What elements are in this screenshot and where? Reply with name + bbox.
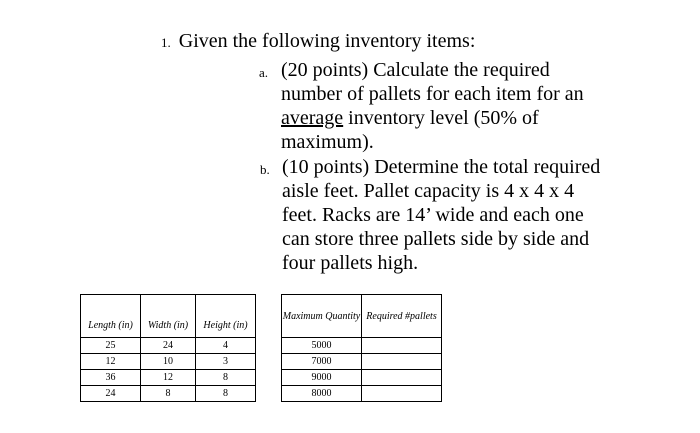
table-header-row: [81, 295, 442, 338]
table-gap: [256, 370, 282, 386]
cell-required-pallets[interactable]: [362, 386, 442, 402]
header-height: Height (in): [196, 295, 256, 338]
part-a-line-4: maximum).: [281, 131, 374, 153]
cell-length: 25: [81, 338, 141, 354]
cell-width: 10: [141, 354, 196, 370]
part-b-line-4: can store three pallets side by side and: [282, 228, 590, 250]
header-width: Width (in): [141, 295, 196, 338]
part-b-line-2: aisle feet. Pallet capacity is 4 x 4 x 4: [282, 180, 575, 202]
part-b-line-1: (10 points) Determine the total required: [282, 156, 601, 178]
cell-width: 24: [141, 338, 196, 354]
cell-width: 12: [141, 370, 196, 386]
part-a-letter: a.: [259, 65, 269, 80]
cell-length: 36: [81, 370, 141, 386]
question-number: 1.: [161, 35, 171, 50]
table-row: [81, 338, 442, 354]
part-b: [260, 155, 642, 275]
cell-max-quantity: 5000: [282, 338, 362, 354]
underlined-word: average: [281, 107, 344, 129]
cell-max-quantity: 9000: [282, 370, 362, 386]
part-a-line-2: number of pallets for each item for an: [281, 83, 584, 105]
table-row: [81, 354, 442, 370]
cell-height: 3: [196, 354, 256, 370]
part-a-line-3-rest: inventory level (50% of: [348, 107, 539, 129]
cell-height: 8: [196, 386, 256, 402]
cell-height: 4: [196, 338, 256, 354]
table-gap: [256, 354, 282, 370]
part-a-line-1: (20 points) Calculate the required: [281, 59, 550, 81]
table-gap: [256, 338, 282, 354]
part-b-letter: b.: [260, 162, 270, 177]
question-title: [161, 30, 475, 53]
question-text: Given the following inventory items:: [178, 30, 476, 52]
cell-height: 8: [196, 370, 256, 386]
part-a: [259, 58, 641, 154]
cell-width: 8: [141, 386, 196, 402]
part-b-line-3: feet. Racks are 14’ wide and each one: [282, 204, 584, 226]
cell-max-quantity: 8000: [282, 386, 362, 402]
header-max-quantity: Maximum Quantity: [282, 295, 362, 338]
inventory-table: [80, 294, 442, 402]
cell-required-pallets[interactable]: [362, 354, 442, 370]
cell-required-pallets[interactable]: [362, 370, 442, 386]
cell-max-quantity: 7000: [282, 354, 362, 370]
table-row: [81, 386, 442, 402]
part-b-line-5: four pallets high.: [282, 252, 419, 274]
part-a-line-3: [281, 106, 641, 130]
cell-required-pallets[interactable]: [362, 338, 442, 354]
header-required-pallets: Required #pallets: [362, 295, 442, 338]
cell-length: 24: [81, 386, 141, 402]
table-gap: [256, 386, 282, 402]
header-length: Length (in): [81, 295, 141, 338]
cell-length: 12: [81, 354, 141, 370]
table-gap: [256, 295, 282, 338]
table-row: [81, 370, 442, 386]
